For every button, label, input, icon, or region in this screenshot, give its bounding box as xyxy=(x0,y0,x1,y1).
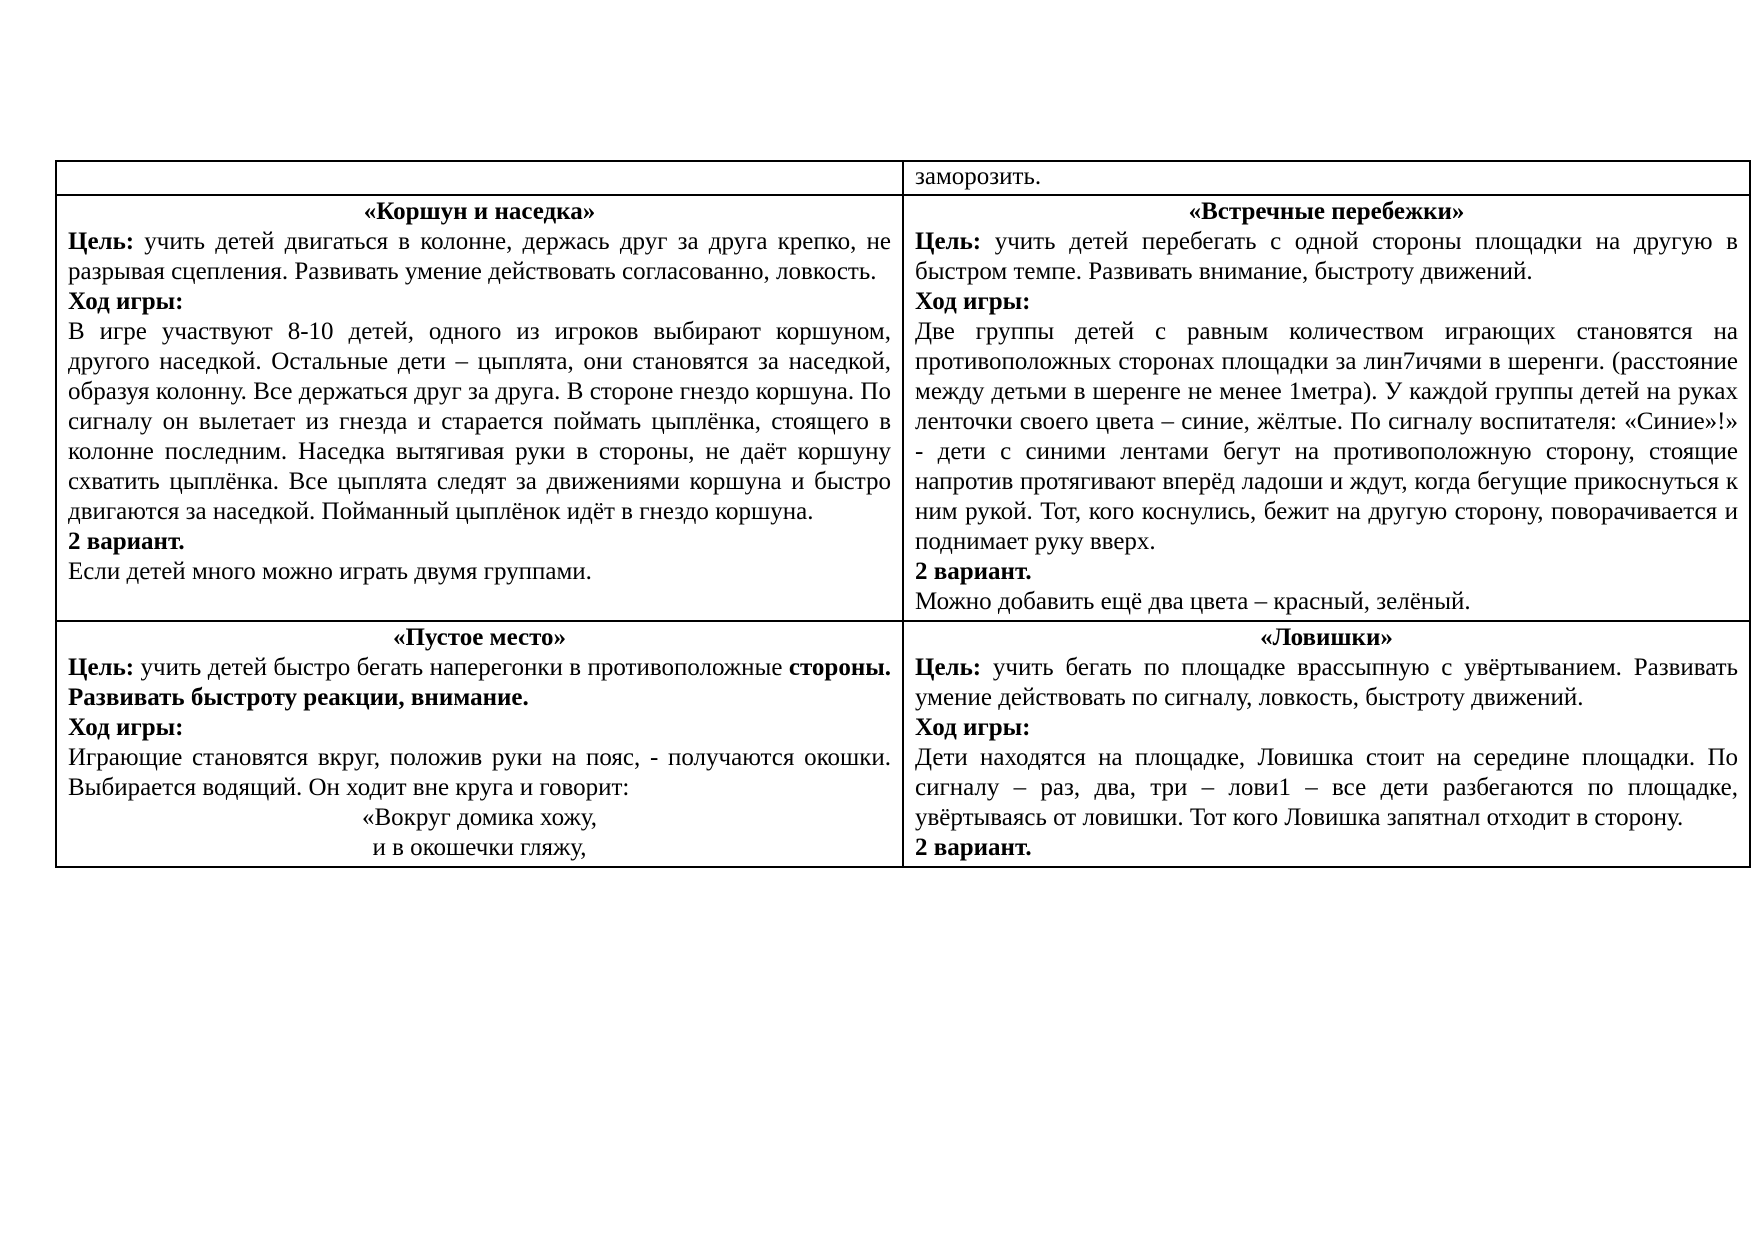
goal-paragraph xyxy=(915,653,1738,713)
hod-paragraph xyxy=(68,713,891,743)
hod-paragraph xyxy=(915,287,1738,317)
game-body: В игре участвуют 8-10 детей, одного из игроков выбирают коршуном, другого наседкой. Остальные дети – цыплята, они становятся за наседкой, образуя колонну. Все держаться друг за друга. В стороне гнездо коршуна. По сигналу он вылетает из гнезда и старается поймать цыплёнка, стоящего в колонне последним. Наседка вытягивая руки в стороны, не даёт коршуну схватить цыплёнка. Все цыплята следят за движениями коршуна и быстро двигаются за наседкой. Пойманный цыплёнок идёт в гнездо коршуна. xyxy=(68,318,891,525)
variant-text: Можно добавить ещё два цвета – красный, зелёный. xyxy=(915,588,1471,615)
game-cell-pustoe-mesto xyxy=(56,621,903,867)
goal-label: Цель: xyxy=(915,654,982,681)
game-title: «Коршун и наседка» xyxy=(363,198,596,225)
hod-label: Ход игры: xyxy=(915,714,1031,741)
games-table xyxy=(55,160,1751,868)
carryover-empty-cell xyxy=(56,161,903,195)
game-cell-vstrechnye-perebezhki xyxy=(903,195,1750,621)
games-row-2 xyxy=(56,621,1750,867)
carryover-row xyxy=(56,161,1750,195)
hod-paragraph xyxy=(915,713,1738,743)
carryover-text: заморозить. xyxy=(915,163,1042,190)
game-body: Две группы детей с равным количеством играющих становятся на противоположных сторонах площадки за лин7ичями в шеренги. (расстояние между детьми в шеренге не менее 1метра). У каждой группы детей на руках ленточки своего цвета – синие, жёлтые. По сигналу воспитателя: «Синие»!» - дети с синими лентами бегут на противоположную сторону, стоящие напротив протягивают вперёд ладоши и ждут, когда бегущие прикоснуться к ним рукой. Тот, кого коснулись, бежит на другую сторону, поворачивается и поднимает руку вверх. xyxy=(915,318,1738,555)
variant-paragraph xyxy=(915,833,1738,863)
verse-line: «Вокруг домика хожу, xyxy=(362,804,597,831)
game-cell-korshun-i-nasedka xyxy=(56,195,903,621)
variant-paragraph xyxy=(915,557,1738,587)
game-title: «Встречные перебежки» xyxy=(1188,198,1465,225)
goal-label: Цель: xyxy=(915,228,982,255)
game-body: Дети находятся на площадке, Ловишка стоит на середине площадки. По сигналу – раз, два, три – лови1 – все дети разбегаются по площадке, увёртываясь от ловишки. Тот кого Ловишка запятнал отходит в сторону. xyxy=(915,744,1738,831)
game-body: Играющие становятся вкруг, положив руки на пояс, - получаются окошки. Выбирается водящий. Он ходит вне круга и говорит: xyxy=(68,744,891,801)
game-title: «Ловишки» xyxy=(1260,624,1393,651)
goal-label: Цель: xyxy=(68,654,135,681)
variant-label: 2 вариант. xyxy=(68,528,185,555)
variant-label: 2 вариант. xyxy=(915,834,1032,861)
variant-label: 2 вариант. xyxy=(915,558,1032,585)
goal-text: учить детей перебегать с одной стороны площадки на другую в быстром темпе. Развивать внимание, быстроту движений. xyxy=(915,228,1738,285)
goal-label: Цель: xyxy=(68,228,135,255)
variant-text: Если детей много можно играть двумя группами. xyxy=(68,558,592,585)
verse-line: и в окошечки гляжу, xyxy=(372,834,587,861)
goal-paragraph xyxy=(68,227,891,287)
goal-text: учить детей быстро бегать наперегонки в противоположные xyxy=(134,654,789,681)
goal-text: учить детей двигаться в колонне, держась друг за друга крепко, не разрывая сцепления. Развивать умение действовать согласованно, ловкость. xyxy=(68,228,891,285)
carryover-cell xyxy=(903,161,1750,195)
hod-label: Ход игры: xyxy=(68,288,184,315)
goal-paragraph xyxy=(68,653,891,713)
goal-text-bold: стороны. Развивать быстроту реакции, внимание. xyxy=(68,654,891,711)
goal-paragraph xyxy=(915,227,1738,287)
game-cell-lovishki xyxy=(903,621,1750,867)
game-title: «Пустое место» xyxy=(392,624,567,651)
games-row-1 xyxy=(56,195,1750,621)
hod-paragraph xyxy=(68,287,891,317)
hod-label: Ход игры: xyxy=(915,288,1031,315)
goal-text: учить бегать по площадке врассыпную с увёртыванием. Развивать умение действовать по сигналу, ловкость, быстроту движений. xyxy=(915,654,1738,711)
variant-paragraph xyxy=(68,527,891,557)
hod-label: Ход игры: xyxy=(68,714,184,741)
